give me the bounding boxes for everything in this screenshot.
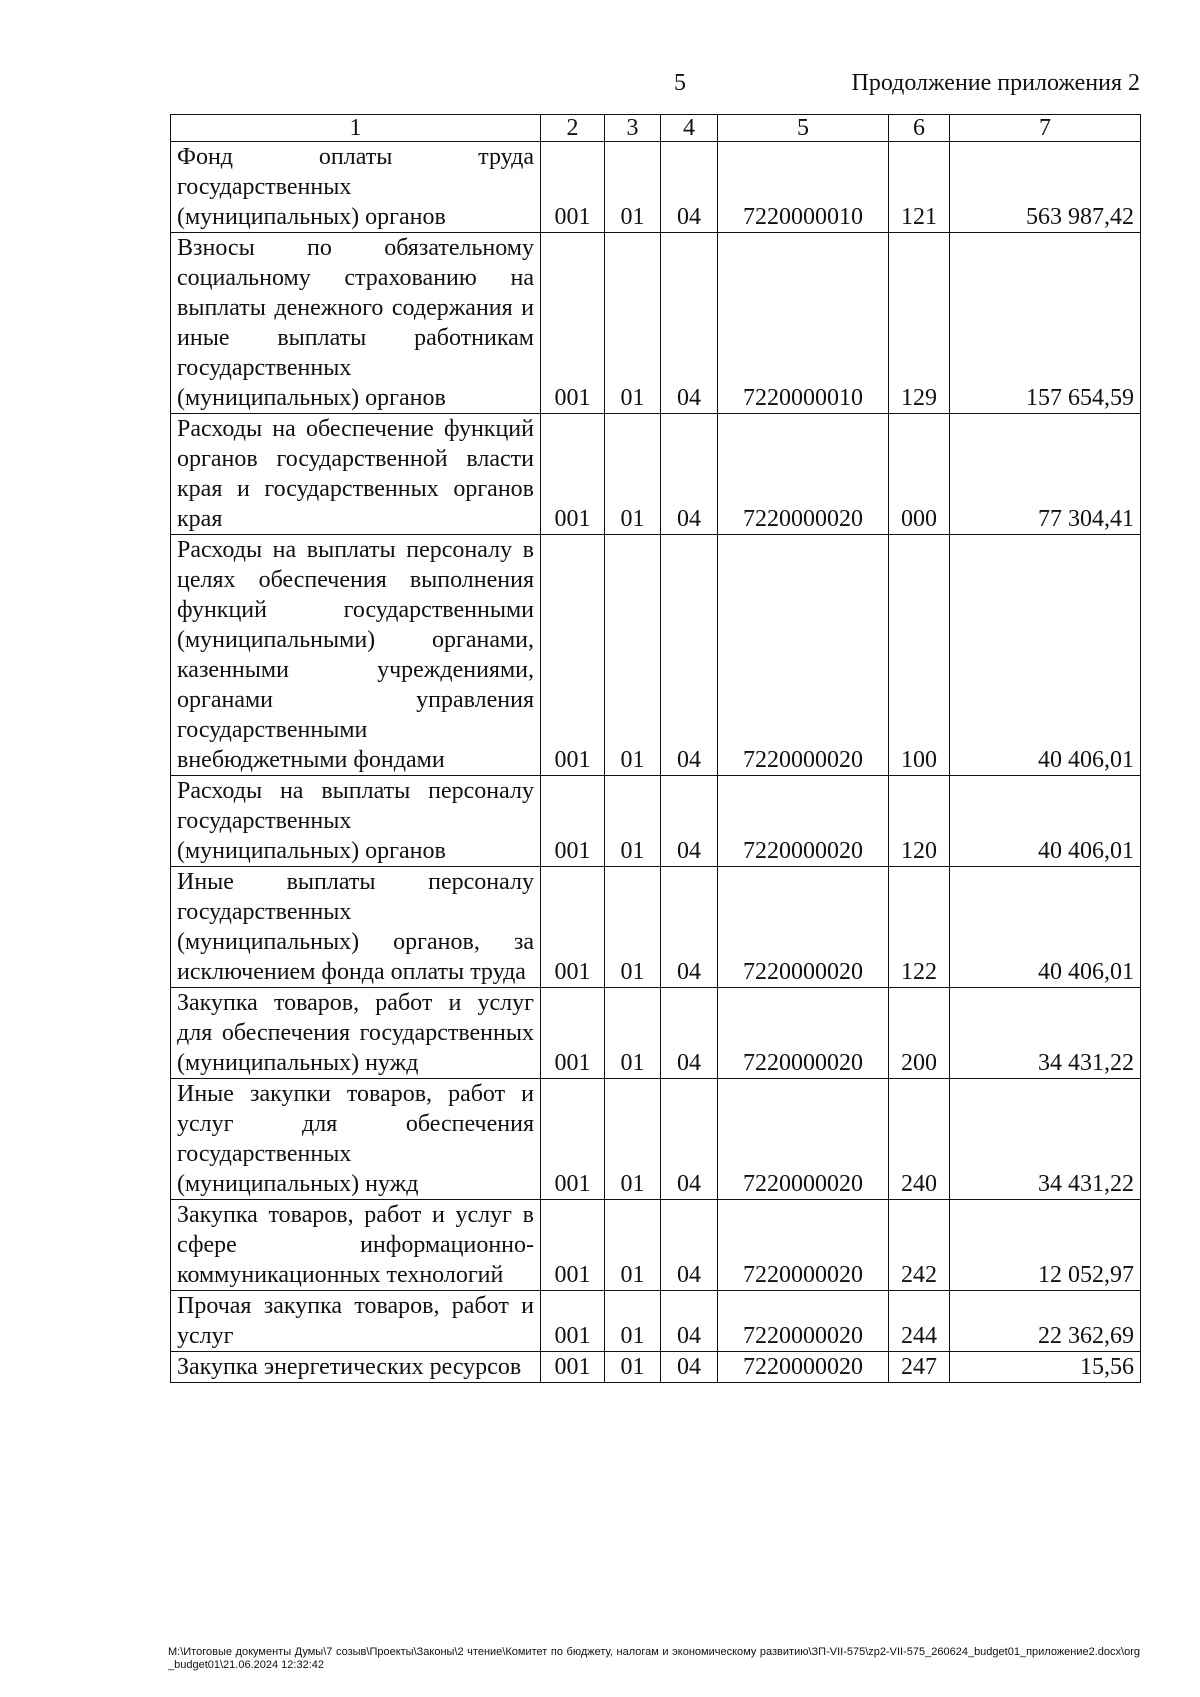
budget-table (170, 114, 1141, 1383)
column-header-5: 5 (718, 115, 889, 142)
ministry-code: 001 (541, 233, 605, 414)
table-row (171, 233, 1141, 414)
table-row (171, 776, 1141, 867)
row-description: Взносы по обязательному социальному страхованию на выплаты денежного содержания и иные выплаты работникам государственных (муниципальных) органов (171, 233, 541, 414)
table-row (171, 867, 1141, 988)
expense-type-code: 200 (889, 988, 950, 1079)
section-code: 01 (605, 776, 661, 867)
expense-type-code: 242 (889, 1200, 950, 1291)
row-description: Закупка энергетических ресурсов (171, 1352, 541, 1383)
subsection-code: 04 (661, 776, 718, 867)
amount: 15,56 (950, 1352, 1141, 1383)
section-code: 01 (605, 867, 661, 988)
target-article-code: 7220000020 (718, 988, 889, 1079)
subsection-code: 04 (661, 988, 718, 1079)
file-path-footer: M:\Итоговые документы Думы\7 созыв\Проекты\Законы\2 чтение\Комитет по бюджету, налогам и экономическому развитию\ЗП-VII-575\zp2-VII-575_260624_budget01_приложение2.docx\org_budget01\21.06.2024 12:32:42 (168, 1646, 1140, 1671)
page-number: 5 (674, 70, 686, 96)
target-article-code: 7220000020 (718, 1291, 889, 1352)
amount: 22 362,69 (950, 1291, 1141, 1352)
amount: 40 406,01 (950, 776, 1141, 867)
section-code: 01 (605, 233, 661, 414)
row-description: Закупка товаров, работ и услуг в сфере информационно-коммуникационных технологий (171, 1200, 541, 1291)
ministry-code: 001 (541, 988, 605, 1079)
subsection-code: 04 (661, 1291, 718, 1352)
section-code: 01 (605, 414, 661, 535)
subsection-code: 04 (661, 535, 718, 776)
expense-type-code: 247 (889, 1352, 950, 1383)
amount: 12 052,97 (950, 1200, 1141, 1291)
appendix-continuation-label: Продолжение приложения 2 (851, 70, 1140, 96)
target-article-code: 7220000020 (718, 414, 889, 535)
table-row (171, 1352, 1141, 1383)
column-header-7: 7 (950, 115, 1141, 142)
section-code: 01 (605, 1352, 661, 1383)
expense-type-code: 244 (889, 1291, 950, 1352)
target-article-code: 7220000020 (718, 535, 889, 776)
target-article-code: 7220000020 (718, 1200, 889, 1291)
expense-type-code: 120 (889, 776, 950, 867)
row-description: Расходы на выплаты персоналу в целях обеспечения выполнения функций государственными (муниципальными) органами, казенными учреждениями, органами управления государственными внебюджетными фондами (171, 535, 541, 776)
ministry-code: 001 (541, 414, 605, 535)
target-article-code: 7220000010 (718, 142, 889, 233)
section-code: 01 (605, 535, 661, 776)
column-header-1: 1 (171, 115, 541, 142)
section-code: 01 (605, 142, 661, 233)
table-row (171, 988, 1141, 1079)
row-description: Иные закупки товаров, работ и услуг для обеспечения государственных (муниципальных) нужд (171, 1079, 541, 1200)
target-article-code: 7220000020 (718, 867, 889, 988)
column-header-4: 4 (661, 115, 718, 142)
amount: 77 304,41 (950, 414, 1141, 535)
ministry-code: 001 (541, 535, 605, 776)
row-description: Прочая закупка товаров, работ и услуг (171, 1291, 541, 1352)
target-article-code: 7220000020 (718, 776, 889, 867)
section-code: 01 (605, 1079, 661, 1200)
amount: 34 431,22 (950, 1079, 1141, 1200)
amount: 40 406,01 (950, 867, 1141, 988)
expense-type-code: 000 (889, 414, 950, 535)
column-header-2: 2 (541, 115, 605, 142)
column-header-6: 6 (889, 115, 950, 142)
column-header-3: 3 (605, 115, 661, 142)
row-description: Фонд оплаты труда государственных (муниципальных) органов (171, 142, 541, 233)
subsection-code: 04 (661, 867, 718, 988)
table-row (171, 414, 1141, 535)
ministry-code: 001 (541, 1291, 605, 1352)
target-article-code: 7220000020 (718, 1352, 889, 1383)
expense-type-code: 240 (889, 1079, 950, 1200)
table-header-row (171, 115, 1141, 142)
section-code: 01 (605, 1200, 661, 1291)
amount: 157 654,59 (950, 233, 1141, 414)
expense-type-code: 122 (889, 867, 950, 988)
row-description: Расходы на выплаты персоналу государственных (муниципальных) органов (171, 776, 541, 867)
amount: 563 987,42 (950, 142, 1141, 233)
table-row (171, 1079, 1141, 1200)
amount: 40 406,01 (950, 535, 1141, 776)
section-code: 01 (605, 1291, 661, 1352)
row-description: Расходы на обеспечение функций органов государственной власти края и государственных органов края (171, 414, 541, 535)
ministry-code: 001 (541, 142, 605, 233)
table-row (171, 142, 1141, 233)
ministry-code: 001 (541, 776, 605, 867)
table-row (171, 1200, 1141, 1291)
subsection-code: 04 (661, 414, 718, 535)
ministry-code: 001 (541, 1079, 605, 1200)
row-description: Закупка товаров, работ и услуг для обеспечения государственных (муниципальных) нужд (171, 988, 541, 1079)
expense-type-code: 129 (889, 233, 950, 414)
subsection-code: 04 (661, 142, 718, 233)
subsection-code: 04 (661, 1352, 718, 1383)
section-code: 01 (605, 988, 661, 1079)
ministry-code: 001 (541, 867, 605, 988)
target-article-code: 7220000010 (718, 233, 889, 414)
expense-type-code: 121 (889, 142, 950, 233)
row-description: Иные выплаты персоналу государственных (муниципальных) органов, за исключением фонда оплаты труда (171, 867, 541, 988)
target-article-code: 7220000020 (718, 1079, 889, 1200)
table-row (171, 1291, 1141, 1352)
subsection-code: 04 (661, 233, 718, 414)
ministry-code: 001 (541, 1352, 605, 1383)
ministry-code: 001 (541, 1200, 605, 1291)
subsection-code: 04 (661, 1200, 718, 1291)
subsection-code: 04 (661, 1079, 718, 1200)
table-row (171, 535, 1141, 776)
amount: 34 431,22 (950, 988, 1141, 1079)
expense-type-code: 100 (889, 535, 950, 776)
